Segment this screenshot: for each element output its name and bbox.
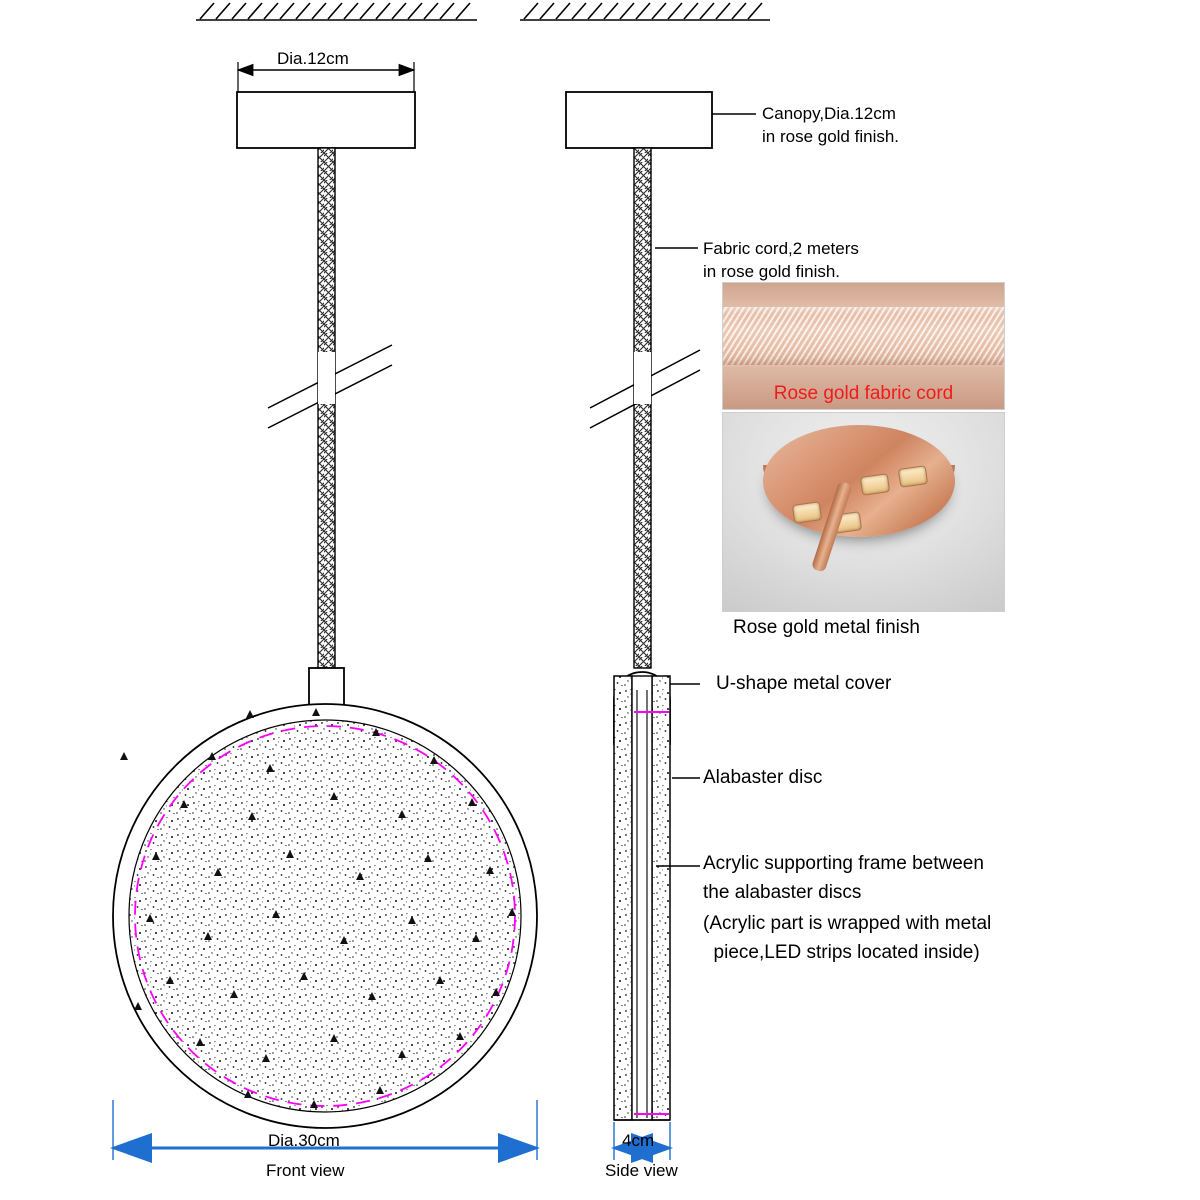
rose-gold-metal-photo [722,412,1005,612]
canopy-diameter-label: Dia.12cm [277,49,349,68]
side-view-section [614,676,700,1120]
photo-vignette [723,413,1004,611]
disc-diameter-label: Dia.30cm [268,1131,340,1150]
callout-acrylic-note-line2: piece,LED strips located inside) [703,942,980,963]
callout-u-shape-cover: U-shape metal cover [716,673,892,694]
rose-gold-cord-photo [722,282,1005,410]
cord-photo-top [723,283,1004,307]
side-view-cord [590,148,700,668]
callout-cord-line2: in rose gold finish. [703,262,841,281]
side-view-label: Side view [605,1161,678,1180]
rose-gold-metal-caption: Rose gold metal finish [733,617,920,638]
callout-acrylic-line1: Acrylic supporting frame between [703,853,984,874]
callout-cord-line1: Fabric cord,2 meters [703,239,859,258]
callout-alabaster-disc: Alabaster disc [703,767,823,788]
callout-acrylic-note-line1: (Acrylic part is wrapped with metal [703,913,992,934]
side-view-canopy [566,92,756,148]
ceiling-hatch-left [196,3,477,20]
front-view-cord [268,148,392,668]
ceiling-hatch-right [520,3,770,20]
side-width-label: 4cm [622,1131,655,1150]
front-view-disc [113,704,537,1128]
callout-canopy-line2: in rose gold finish. [762,127,900,146]
front-view-label: Front view [266,1161,345,1180]
front-view-canopy [237,62,415,148]
rose-gold-cord-caption: Rose gold fabric cord [773,383,954,404]
callout-canopy-line1: Canopy,Dia.12cm [762,104,896,123]
cord-photo-band [723,307,1004,365]
callout-acrylic-line2: the alabaster discs [703,882,862,903]
